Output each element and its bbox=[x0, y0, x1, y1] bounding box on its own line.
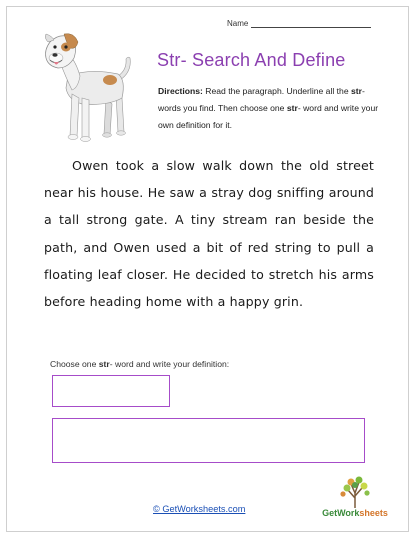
directions-str-1: str bbox=[351, 86, 362, 96]
dog-illustration bbox=[38, 28, 138, 146]
directions-part1: Read the paragraph. Underline all the bbox=[202, 86, 351, 96]
prompt-part1: Choose one bbox=[50, 359, 99, 369]
prompt-part2: - word and write your definition: bbox=[109, 359, 230, 369]
definition-box[interactable] bbox=[52, 418, 365, 463]
logo-sheets: sheets bbox=[359, 508, 388, 518]
directions-label: Directions: bbox=[158, 86, 203, 96]
getworksheets-link[interactable]: © GetWorksheets.com bbox=[153, 504, 246, 514]
logo-wordmark bbox=[320, 508, 390, 518]
prompt-str: str bbox=[98, 359, 110, 369]
name-label: Name bbox=[227, 19, 249, 28]
directions-str-2: str bbox=[286, 103, 298, 113]
directions-part3: - word and write your own definition for it. bbox=[158, 103, 379, 130]
logo-get: GetWork bbox=[322, 508, 360, 518]
story-paragraph: Owen took a slow walk down the old street near his house. He saw a stray dog sniffing around a tall strong gate. A tiny stream ran beside the path, and Owen used a bit of red string to pull a floating leaf closer. He decided to stretch his arms before heading home with a happy grin. bbox=[44, 158, 374, 310]
definition-prompt bbox=[50, 359, 229, 369]
getworksheets-logo bbox=[320, 474, 390, 522]
name-underline bbox=[251, 20, 371, 28]
chosen-word-box[interactable] bbox=[52, 375, 170, 407]
worksheet-title: Str- Search And Define bbox=[157, 50, 346, 70]
tree-icon bbox=[320, 474, 390, 510]
directions-part2: - words you find. Then choose one bbox=[158, 86, 365, 113]
directions-text bbox=[158, 83, 380, 134]
name-field[interactable] bbox=[227, 19, 371, 28]
